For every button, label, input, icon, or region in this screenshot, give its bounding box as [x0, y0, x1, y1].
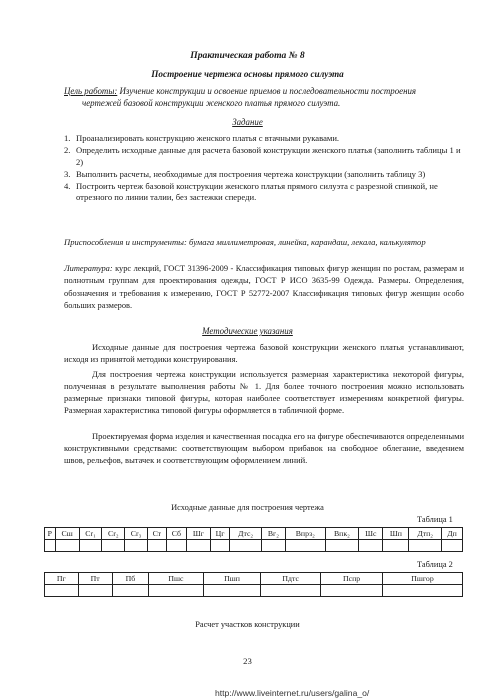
table-cell: Шс: [359, 528, 383, 540]
table1-label: Таблица 1: [417, 515, 453, 524]
tools-text: Приспособления и инструменты: бумага миллиметровая, линейка, карандаш, лекала, калькулятор: [64, 237, 426, 247]
table-cell: Впрз₂: [285, 528, 325, 540]
page-number: 23: [243, 656, 252, 666]
table-header-row: [45, 573, 463, 585]
table-row: [45, 585, 463, 597]
table-cell: Пт: [78, 573, 112, 585]
list-item: 4. Построить чертеж базовой конструкции женского платья прямого силуэта с разрезной спинкой, не отрезного по линии талии, без застежки спереди.: [64, 180, 438, 202]
goal-label: Цель работы:: [64, 86, 118, 96]
table-cell: Сб: [166, 528, 186, 540]
table-cell: Пб: [112, 573, 148, 585]
literature-label: Литература:: [64, 264, 113, 273]
paragraph: Для построения чертежа конструкции используется размерная характеристика некоторой фигуры, полученная в результате выполнения работы № 1. Для более точного построения можно использовать размерные признаки типовой фигуры, которая наиболее соответствует измерениям конкретной фигуры. Размерная характеристика типовой фигуры оформляется в табличной форме.: [64, 369, 464, 416]
goal-block: [64, 85, 462, 109]
table-cell: Шп: [383, 528, 409, 540]
table-cell: Ст: [147, 528, 166, 540]
table-cell: Пшс: [148, 573, 203, 585]
task-heading: Задание: [232, 117, 263, 127]
table-cell: Дп: [442, 528, 463, 540]
table-cell: Р: [45, 528, 56, 540]
paragraph: Проектируемая форма изделия и качественная посадка его на фигуре обеспечиваются определенными конструктивными средствами: соответствующим выбором прибавок на свободное облегание, введением швов, рельефов, вытачек и соответствующим оформлением линий.: [64, 431, 464, 466]
table-cell: Пспр: [321, 573, 383, 585]
list-item: 3. Выполнить расчеты, необходимые для построения чертежа конструкции (заполнить таблицу 3): [64, 168, 426, 179]
list-item: 1. Проанализировать конструкцию женского платья с втачными рукавами.: [64, 133, 340, 143]
table-cell: Сr₃: [125, 528, 148, 540]
table-cell: Впк₂: [325, 528, 358, 540]
table-cell: Пг: [45, 573, 79, 585]
table-cell: Шг: [187, 528, 211, 540]
table1-caption: Исходные данные для построения чертежа: [171, 503, 324, 512]
table-1: [44, 527, 463, 552]
table-cell: Сш: [55, 528, 79, 540]
table-cell: Сr₁: [79, 528, 102, 540]
goal-line-1: Изучение конструкции и освоение приемов и последовательности построения: [119, 86, 417, 96]
page-title: Практическая работа № 8: [190, 50, 305, 61]
list-item: 2. Определить исходные данные для расчета базовой конструкции женского платья (заполнить таблицы 1 и 2): [64, 145, 461, 167]
table-cell: Дтс₂: [230, 528, 262, 540]
table-cell: Дтп₂: [409, 528, 442, 540]
table2-label: Таблица 2: [417, 560, 453, 569]
page-subtitle: Построение чертежа основы прямого силуэта: [151, 69, 344, 79]
paragraph: Исходные данные для построения чертежа базовой конструкции женского платья устанавливают, исходя из принятой методики конструирования.: [64, 342, 464, 365]
literature-text: курс лекций, ГОСТ 31396-2009 - Классификация типовых фигур женщин по ростам, размерам и полнотным группам для проектирования одежды, ГОСТ Р ИСО 3635-99 Одежда. Размеры. Определения, обозначения и требования к измерению, ГОСТ Р 52772-2007 Классификация типовых фигур женщин особо больших размеров.: [64, 264, 464, 310]
table-cell: Сr₂: [102, 528, 125, 540]
table-cell: Пшп: [203, 573, 260, 585]
methods-heading: Методические указания: [202, 326, 293, 336]
watermark-url: http://www.liveinternet.ru/users/galina_o/: [215, 688, 370, 698]
table-cell: Пдтс: [261, 573, 321, 585]
literature-block: [64, 263, 464, 312]
table-cell: Вг₂: [261, 528, 285, 540]
table-header-row: [45, 528, 463, 540]
calc-caption: Расчет участков конструкции: [195, 620, 300, 629]
table-cell: Цг: [210, 528, 229, 540]
goal-line-2: чертежей базовой конструкции женского платья прямого силуэта.: [82, 98, 341, 108]
table-cell: Пшгор: [383, 573, 463, 585]
table-row: [45, 540, 463, 552]
task-list: [64, 133, 464, 204]
table-2: [44, 572, 463, 597]
